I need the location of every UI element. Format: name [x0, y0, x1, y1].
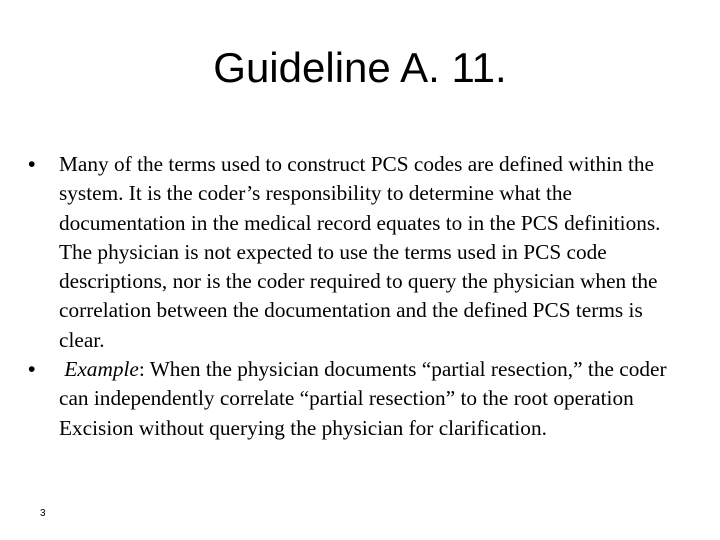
example-label: Example	[64, 357, 139, 382]
bullet-item-1	[28, 150, 693, 355]
bullet-text-2	[59, 355, 693, 443]
bullet-text-1: Many of the terms used to construct PCS codes are defined within the system. It is the coder’s responsibility to determine what the documentation in the medical record equates to in the PCS definitions. The physician is not expected to use the terms used in PCS code descriptions, nor is the coder required to query the physician when the correlation between the documentation and the defined PCS terms is clear.	[59, 152, 661, 352]
slide-number: 3	[40, 508, 46, 519]
bullet-item-2	[28, 355, 693, 443]
bullet-marker-icon: •	[28, 357, 36, 382]
bullet-marker-icon: •	[28, 152, 36, 176]
example-text: : When the physician documents “partial resection,” the coder can independently correlate “partial resection” to the root operation Excision without querying the physician for clarification.	[59, 357, 667, 440]
bullet-list	[28, 150, 693, 443]
slide-title: Guideline A. 11.	[213, 44, 507, 91]
